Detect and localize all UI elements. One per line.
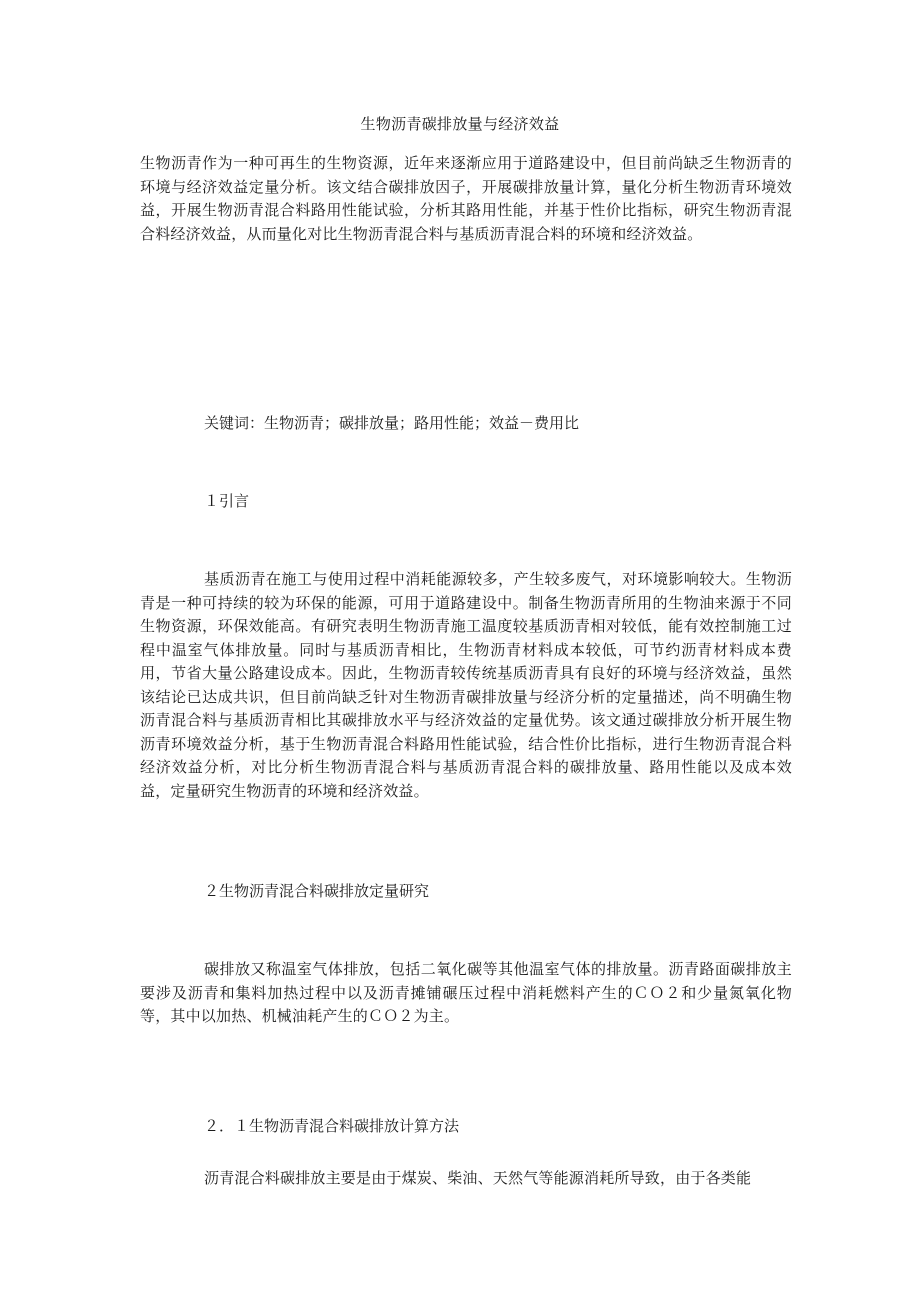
introduction-paragraph: 基质沥青在施工与使用过程中消耗能源较多，产生较多废气，对环境影响较大。生物沥青是一种可持续的较为环保的能源，可用于道路建设中。制备生物沥青所用的生物油来源于不同生物资源，环保效能高。有研究表明生物沥青施工温度较基质沥青相对较低，能有效控制施工过程中温室气体排放量。同时与基质沥青相比，生物沥青材料成本较低，可节约沥青材料成本费用，节省大量公路建设成本。因此，生物沥青较传统基质沥青具有良好的环境与经济效益，虽然该结论已达成共识，但目前尚缺乏针对生物沥青碳排放量与经济分析的定量描述，尚不明确生物沥青混合料与基质沥青相比其碳排放水平与经济效益的定量优势。该文通过碳排放分析开展生物沥青环境效益分析，基于生物沥青混合料路用性能试验，结合性价比指标，进行生物沥青混合料经济效益分析，对比分析生物沥青混合料与基质沥青混合料的碳排放量、路用性能以及成本效益，定量研究生物沥青的环境和经济效益。 xyxy=(140,570,792,800)
document-title: 生物沥青碳排放量与经济效益 xyxy=(360,115,560,133)
calculation-method-paragraph: 沥青混合料碳排放主要是由于煤炭、柴油、天然气等能源消耗所导致，由于各类能 xyxy=(204,1169,752,1187)
abstract-paragraph: 生物沥青作为一种可再生的生物资源，近年来逐渐应用于道路建设中，但目前尚缺乏生物沥青的环境与经济效益定量分析。该文结合碳排放因子，开展碳排放量计算，量化分析生物沥青环境效益，开展生物沥青混合料路用性能试验，分析其路用性能，并基于性价比指标，研究生物沥青混合料经济效益，从而量化对比生物沥青混合料与基质沥青混合料的环境和经济效益。 xyxy=(140,154,792,243)
section-heading-carbon-study: ２生物沥青混合料碳排放定量研究 xyxy=(204,882,430,900)
carbon-emission-paragraph: 碳排放又称温室气体排放，包括二氧化碳等其他温室气体的排放量。沥青路面碳排放主要涉及沥青和集料加热过程中以及沥青摊铺碾压过程中消耗燃料产生的ＣＯ２和少量氮氧化物等，其中以加热、机械油耗产生的ＣＯ２为主。 xyxy=(140,960,792,1025)
subsection-heading-calculation-method: ２．１生物沥青混合料碳排放计算方法 xyxy=(204,1117,460,1135)
keywords-line: 关键词：生物沥青；碳排放量；路用性能；效益－费用比 xyxy=(204,414,580,432)
section-heading-introduction: １引言 xyxy=(204,492,250,510)
